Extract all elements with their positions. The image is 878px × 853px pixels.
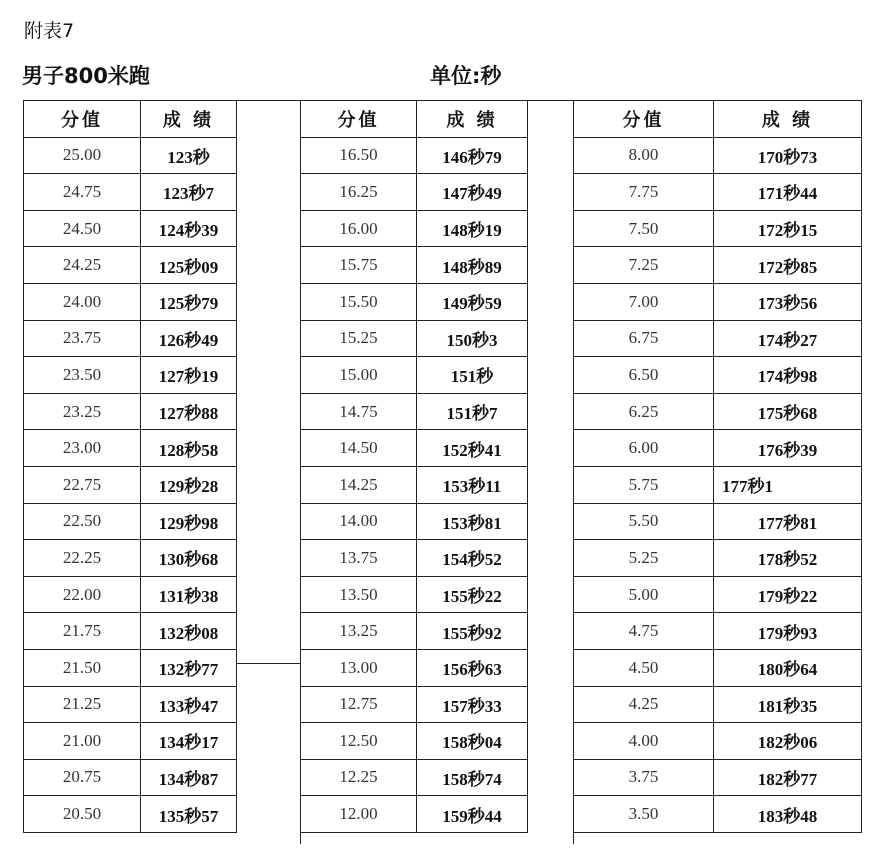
result-cell: 156秒63: [417, 649, 528, 686]
score-cell: 14.00: [301, 503, 417, 540]
score-cell: 20.75: [24, 759, 141, 796]
table-row: [24, 466, 237, 503]
result-cell: 170秒73: [714, 137, 862, 174]
score-cell: 22.25: [24, 540, 141, 577]
table-row: [301, 576, 528, 613]
score-cell: 14.25: [301, 466, 417, 503]
result-cell: 152秒41: [417, 430, 528, 467]
score-header: 分值: [301, 101, 417, 138]
score-cell: 5.50: [574, 503, 714, 540]
table-row: [24, 210, 237, 247]
result-cell: 135秒57: [141, 796, 237, 833]
result-cell: 123秒: [141, 137, 237, 174]
table-row: [24, 540, 237, 577]
table-row: [574, 649, 862, 686]
result-cell: 151秒: [417, 357, 528, 394]
table-row: [574, 430, 862, 467]
result-header: 成 绩: [417, 101, 528, 138]
result-cell: 171秒44: [714, 174, 862, 211]
table-row: [24, 320, 237, 357]
table-row: [24, 247, 237, 284]
result-cell: 179秒22: [714, 576, 862, 613]
result-cell: 134秒17: [141, 723, 237, 760]
result-cell: 148秒19: [417, 210, 528, 247]
separator-line: [236, 100, 300, 101]
result-cell: 129秒98: [141, 503, 237, 540]
result-cell: 155秒22: [417, 576, 528, 613]
result-cell: 174秒98: [714, 357, 862, 394]
result-cell: 146秒79: [417, 137, 528, 174]
score-cell: 13.50: [301, 576, 417, 613]
score-cell: 22.00: [24, 576, 141, 613]
score-cell: 5.25: [574, 540, 714, 577]
score-cell: 24.25: [24, 247, 141, 284]
result-header: 成 绩: [141, 101, 237, 138]
score-cell: 13.25: [301, 613, 417, 650]
score-cell: 7.50: [574, 210, 714, 247]
table-row: [301, 723, 528, 760]
score-cell: 15.50: [301, 283, 417, 320]
score-cell: 12.00: [301, 796, 417, 833]
score-cell: 7.25: [574, 247, 714, 284]
table-row: [574, 723, 862, 760]
result-cell: 126秒49: [141, 320, 237, 357]
result-cell: 155秒92: [417, 613, 528, 650]
score-cell: 4.75: [574, 613, 714, 650]
table-row: [574, 174, 862, 211]
result-cell: 177秒81: [714, 503, 862, 540]
score-table-3: [573, 100, 862, 833]
result-cell: 174秒27: [714, 320, 862, 357]
table-row: [301, 357, 528, 394]
score-cell: 6.00: [574, 430, 714, 467]
table-row: [574, 503, 862, 540]
table-row: [24, 723, 237, 760]
result-cell: 128秒58: [141, 430, 237, 467]
score-cell: 6.25: [574, 393, 714, 430]
table-row: [574, 796, 862, 833]
score-cell: 12.75: [301, 686, 417, 723]
score-cell: 23.50: [24, 357, 141, 394]
table-row: [301, 174, 528, 211]
result-cell: 148秒89: [417, 247, 528, 284]
result-cell: 182秒77: [714, 759, 862, 796]
table-row: [301, 283, 528, 320]
result-cell: 123秒7: [141, 174, 237, 211]
score-cell: 14.75: [301, 393, 417, 430]
table-row: [301, 686, 528, 723]
table-row: [24, 613, 237, 650]
result-cell: 182秒06: [714, 723, 862, 760]
table-row: [301, 210, 528, 247]
table-row: [574, 247, 862, 284]
table-row: [301, 430, 528, 467]
score-cell: 24.75: [24, 174, 141, 211]
result-cell: 149秒59: [417, 283, 528, 320]
table-row: [24, 283, 237, 320]
score-cell: 7.75: [574, 174, 714, 211]
result-cell: 180秒64: [714, 649, 862, 686]
table-row: [574, 686, 862, 723]
table-row: [24, 686, 237, 723]
result-cell: 127秒19: [141, 357, 237, 394]
table-row: [301, 137, 528, 174]
result-cell: 127秒88: [141, 393, 237, 430]
result-cell: 181秒35: [714, 686, 862, 723]
score-cell: 3.75: [574, 759, 714, 796]
table-row: [24, 393, 237, 430]
score-cell: 15.75: [301, 247, 417, 284]
result-cell: 124秒39: [141, 210, 237, 247]
result-cell: 158秒74: [417, 759, 528, 796]
result-cell: 131秒38: [141, 576, 237, 613]
score-cell: 23.25: [24, 393, 141, 430]
table-row: [24, 137, 237, 174]
appendix-label: 附表7: [24, 20, 75, 42]
score-cell: 16.25: [301, 174, 417, 211]
result-cell: 173秒56: [714, 283, 862, 320]
table-row: [301, 649, 528, 686]
score-cell: 4.00: [574, 723, 714, 760]
score-cell: 15.00: [301, 357, 417, 394]
table-row: [574, 283, 862, 320]
score-cell: 21.25: [24, 686, 141, 723]
result-cell: 132秒77: [141, 649, 237, 686]
table-row: [24, 576, 237, 613]
result-cell: 157秒33: [417, 686, 528, 723]
score-cell: 22.75: [24, 466, 141, 503]
score-cell: 8.00: [574, 137, 714, 174]
table-row: [301, 320, 528, 357]
table-title: 男子800米跑: [22, 64, 150, 88]
score-cell: 25.00: [24, 137, 141, 174]
score-cell: 20.50: [24, 796, 141, 833]
table-row: [301, 759, 528, 796]
result-cell: 132秒08: [141, 613, 237, 650]
result-cell: 125秒79: [141, 283, 237, 320]
score-header: 分值: [574, 101, 714, 138]
table-row: [574, 357, 862, 394]
result-cell: 151秒7: [417, 393, 528, 430]
result-cell: 172秒15: [714, 210, 862, 247]
table-row: [301, 796, 528, 833]
score-cell: 13.75: [301, 540, 417, 577]
score-cell: 16.50: [301, 137, 417, 174]
score-cell: 6.50: [574, 357, 714, 394]
table-row: [574, 466, 862, 503]
separator-line: [236, 663, 300, 664]
score-cell: 24.50: [24, 210, 141, 247]
table-row: [24, 796, 237, 833]
result-cell: 153秒11: [417, 466, 528, 503]
table-row: [24, 503, 237, 540]
table-row: [574, 393, 862, 430]
result-cell: 129秒28: [141, 466, 237, 503]
table-row: [301, 613, 528, 650]
score-cell: 4.25: [574, 686, 714, 723]
result-cell: 183秒48: [714, 796, 862, 833]
result-cell: 178秒52: [714, 540, 862, 577]
table-row: [574, 759, 862, 796]
score-cell: 16.00: [301, 210, 417, 247]
score-cell: 14.50: [301, 430, 417, 467]
table-row: [301, 540, 528, 577]
table-row: [574, 576, 862, 613]
result-cell: 125秒09: [141, 247, 237, 284]
table-row: [24, 174, 237, 211]
result-cell: 154秒52: [417, 540, 528, 577]
score-cell: 7.00: [574, 283, 714, 320]
result-cell: 153秒81: [417, 503, 528, 540]
score-cell: 21.00: [24, 723, 141, 760]
table-row: [301, 466, 528, 503]
table-row: [24, 430, 237, 467]
score-cell: 12.50: [301, 723, 417, 760]
separator-line: [300, 100, 301, 844]
score-table-2: [300, 100, 528, 833]
table-row: [574, 137, 862, 174]
result-header: 成 绩: [714, 101, 862, 138]
score-cell: 13.00: [301, 649, 417, 686]
table-row: [24, 649, 237, 686]
result-cell: 179秒93: [714, 613, 862, 650]
table-row: [574, 210, 862, 247]
score-cell: 3.50: [574, 796, 714, 833]
score-cell: 21.75: [24, 613, 141, 650]
table-row: [574, 613, 862, 650]
table-row: [301, 503, 528, 540]
unit-label: 单位:秒: [430, 64, 502, 88]
score-cell: 15.25: [301, 320, 417, 357]
score-cell: 5.75: [574, 466, 714, 503]
table-row: [301, 393, 528, 430]
result-cell: 133秒47: [141, 686, 237, 723]
score-cell: 5.00: [574, 576, 714, 613]
score-cell: 23.75: [24, 320, 141, 357]
result-cell: 130秒68: [141, 540, 237, 577]
score-cell: 12.25: [301, 759, 417, 796]
score-cell: 6.75: [574, 320, 714, 357]
separator-line: [527, 100, 573, 101]
separator-line: [573, 100, 574, 844]
score-cell: 4.50: [574, 649, 714, 686]
result-cell: 159秒44: [417, 796, 528, 833]
table-row: [24, 759, 237, 796]
score-cell: 23.00: [24, 430, 141, 467]
table-row: [24, 357, 237, 394]
table-row: [574, 540, 862, 577]
table-row: [301, 247, 528, 284]
result-cell: 158秒04: [417, 723, 528, 760]
score-cell: 21.50: [24, 649, 141, 686]
score-table-1: [23, 100, 237, 833]
table-row: [574, 320, 862, 357]
result-cell: 176秒39: [714, 430, 862, 467]
score-cell: 24.00: [24, 283, 141, 320]
result-cell: 147秒49: [417, 174, 528, 211]
result-cell: 150秒3: [417, 320, 528, 357]
result-cell: 177秒1: [714, 466, 862, 503]
score-cell: 22.50: [24, 503, 141, 540]
score-header: 分值: [24, 101, 141, 138]
result-cell: 134秒87: [141, 759, 237, 796]
result-cell: 172秒85: [714, 247, 862, 284]
result-cell: 175秒68: [714, 393, 862, 430]
